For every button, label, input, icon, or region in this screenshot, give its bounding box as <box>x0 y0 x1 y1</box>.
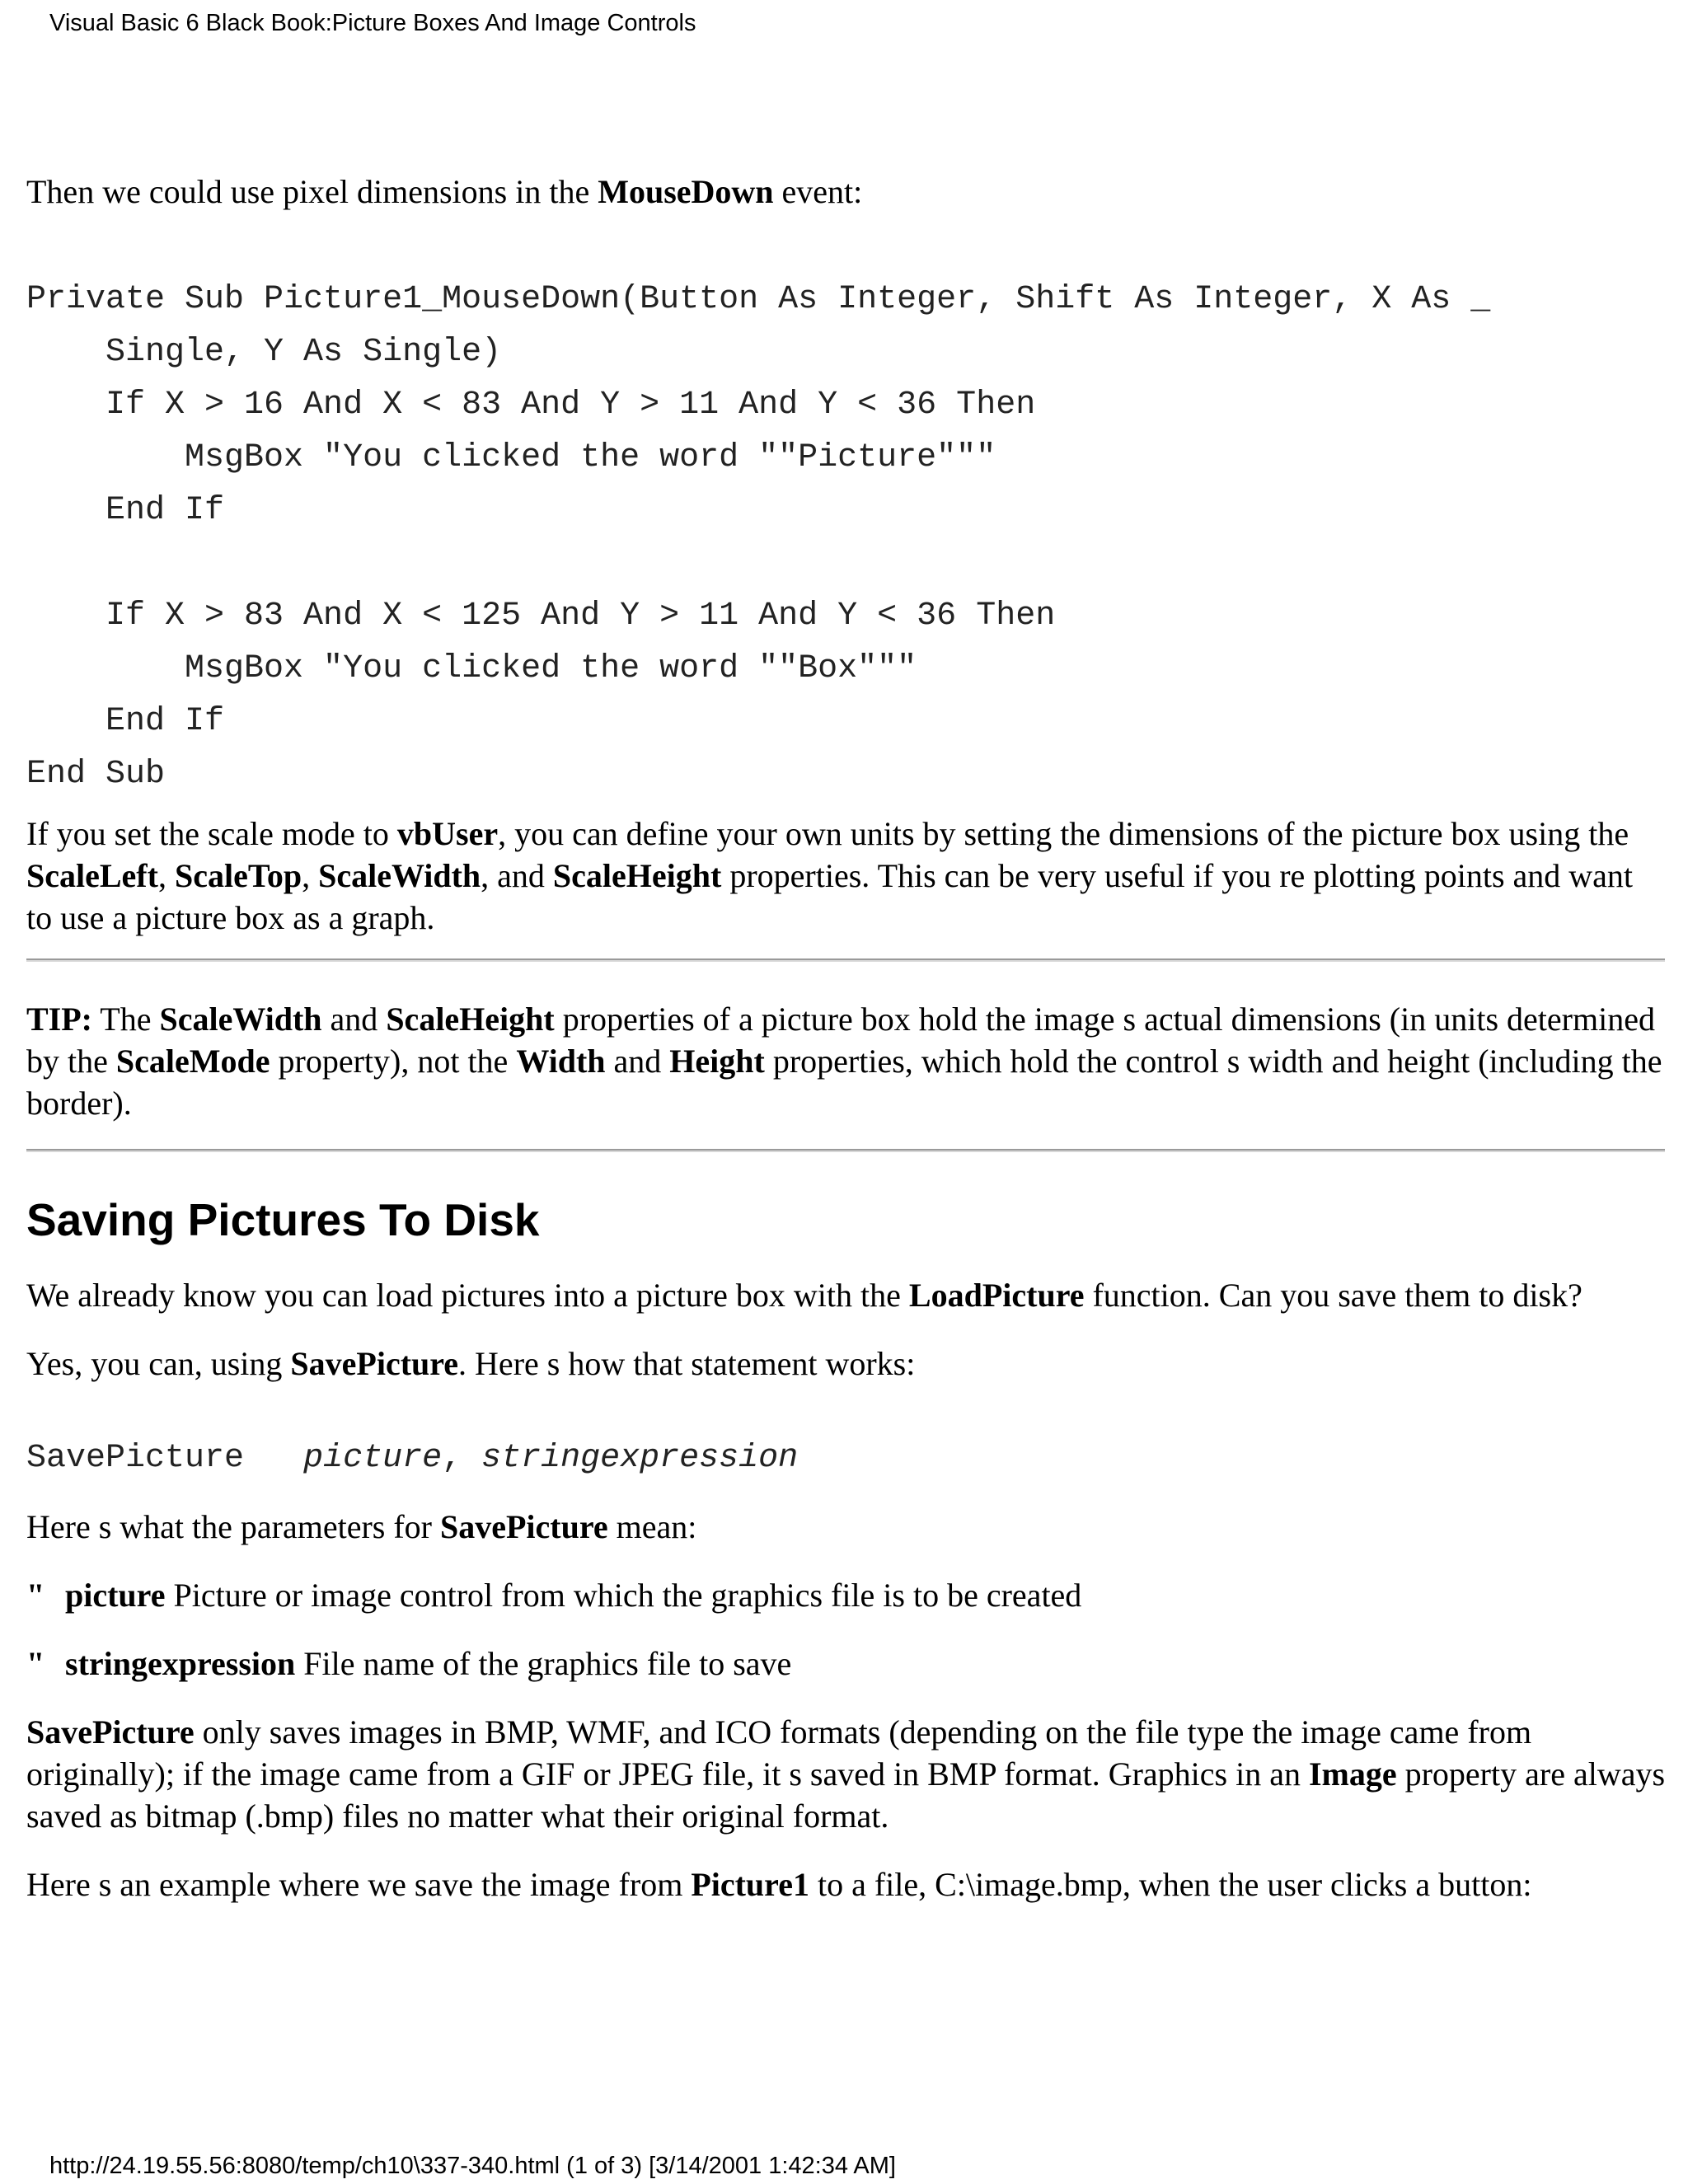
keyword: SavePicture <box>290 1345 459 1382</box>
text-run: , you can define your own units by setting the dimensions of the picture box using the <box>498 815 1629 852</box>
section-heading: Saving Pictures To Disk <box>26 1194 540 1245</box>
text-run: Here s an example where we save the image from <box>26 1866 692 1903</box>
page-footer-url: http://24.19.55.56:8080/temp/ch10\337-340.html (1 of 3) [3/14/2001 1:42:34 AM] <box>49 2153 896 2179</box>
param-term: stringexpression <box>65 1645 296 1682</box>
text-run: property), not the <box>270 1043 517 1080</box>
keyword: ScaleHeight <box>552 857 722 894</box>
savepicture-syntax <box>26 1437 1667 1479</box>
page-header-title: Visual Basic 6 Black Book:Picture Boxes And Image Controls <box>49 10 696 36</box>
syntax-param: picture <box>303 1440 443 1477</box>
text-run: properties. This can be very useful if you re plotting points and want to use a picture box as a graph. <box>26 857 1634 936</box>
text-run: , and <box>481 857 553 894</box>
load-paragraph <box>26 1274 1667 1316</box>
param-term: picture <box>65 1577 166 1614</box>
param-description: Picture or image control from which the graphics file is to be created <box>165 1577 1082 1614</box>
example-paragraph <box>26 1863 1667 1905</box>
keyword: ScaleHeight <box>386 1001 555 1038</box>
keyword: ScaleLeft <box>26 857 158 894</box>
bullet-mark: " <box>26 1577 45 1614</box>
keyword: SavePicture <box>440 1508 608 1545</box>
text-run: properties of a picture box hold the image s actual dimensions (in units determined by the <box>26 1001 1655 1080</box>
text-run: function. Can you save them to disk? <box>1084 1277 1582 1314</box>
mousedown-code-block <box>26 274 1667 801</box>
vbuser-paragraph <box>26 813 1667 939</box>
code-line: If X > 16 And X < 83 And Y > 11 And Y < 36 Then <box>26 387 1036 424</box>
code-line: End If <box>26 492 225 529</box>
params-intro <box>26 1506 1667 1548</box>
param-description: File name of the graphics file to save <box>295 1645 792 1682</box>
divider <box>26 958 1665 962</box>
intro-keyword: MouseDown <box>598 173 774 210</box>
keyword: ScaleTop <box>174 857 302 894</box>
text-run: , <box>157 857 175 894</box>
intro-text: Then we could use pixel dimensions in the <box>26 173 598 210</box>
keyword: Height <box>669 1043 765 1080</box>
keyword: ScaleWidth <box>318 857 481 894</box>
text-run: to a file, C:\image.bmp, when the user clicks a button: <box>809 1866 1532 1903</box>
text-run: only saves images in BMP, WMF, and ICO formats (depending on the file type the image came from originally); if the image came from a GIF or JPEG file, it s saved in BMP format. Graphics in an <box>26 1713 1532 1793</box>
yes-paragraph <box>26 1343 1667 1385</box>
keyword: vbUser <box>396 815 499 852</box>
text-run: Here s what the parameters for <box>26 1508 440 1545</box>
intro-text-end: event: <box>773 173 863 210</box>
intro-paragraph <box>26 171 1667 213</box>
document-body <box>26 171 1667 1905</box>
divider <box>26 1149 1665 1152</box>
syntax-separator: , <box>442 1440 482 1477</box>
text-run: , <box>302 857 319 894</box>
code-line: MsgBox "You clicked the word ""Box""" <box>26 650 917 687</box>
code-line: Private Sub Picture1_MouseDown(Button As Integer, Shift As Integer, X As _ <box>26 281 1491 318</box>
formats-paragraph <box>26 1711 1667 1837</box>
keyword: Image <box>1308 1755 1397 1793</box>
bullet-mark: " <box>26 1645 45 1682</box>
list-item <box>26 1643 1667 1685</box>
text-run: and <box>321 1001 387 1038</box>
tip-label: TIP: <box>26 1001 92 1038</box>
text-run: and <box>605 1043 670 1080</box>
text-run: If you set the scale mode to <box>26 815 397 852</box>
keyword: ScaleWidth <box>159 1001 322 1038</box>
code-line: MsgBox "You clicked the word ""Picture""" <box>26 439 996 476</box>
code-line: If X > 83 And X < 125 And Y > 11 And Y < 36 Then <box>26 598 1056 635</box>
code-line: End Sub <box>26 756 166 793</box>
keyword: LoadPicture <box>908 1277 1085 1314</box>
code-line: End If <box>26 703 225 740</box>
syntax-keyword: SavePicture <box>26 1440 304 1477</box>
tip-paragraph <box>26 998 1667 1124</box>
text-run: property are always saved as bitmap (.bmp) files no matter what their original format. <box>26 1755 1666 1835</box>
text-run: The <box>92 1001 160 1038</box>
text-run: . Here s how that statement works: <box>458 1345 916 1382</box>
keyword: Picture1 <box>691 1866 809 1903</box>
keyword: SavePicture <box>26 1713 195 1750</box>
text-run: mean: <box>607 1508 697 1545</box>
text-run: We already know you can load pictures into a picture box with the <box>26 1277 909 1314</box>
code-line: Single, Y As Single) <box>26 334 502 371</box>
text-run: properties, which hold the control s width and height (including the border). <box>26 1043 1662 1122</box>
text-run: Yes, you can, using <box>26 1345 291 1382</box>
keyword: Width <box>516 1043 606 1080</box>
list-item <box>26 1574 1667 1616</box>
keyword: ScaleMode <box>115 1043 270 1080</box>
syntax-param: stringexpression <box>481 1440 799 1477</box>
